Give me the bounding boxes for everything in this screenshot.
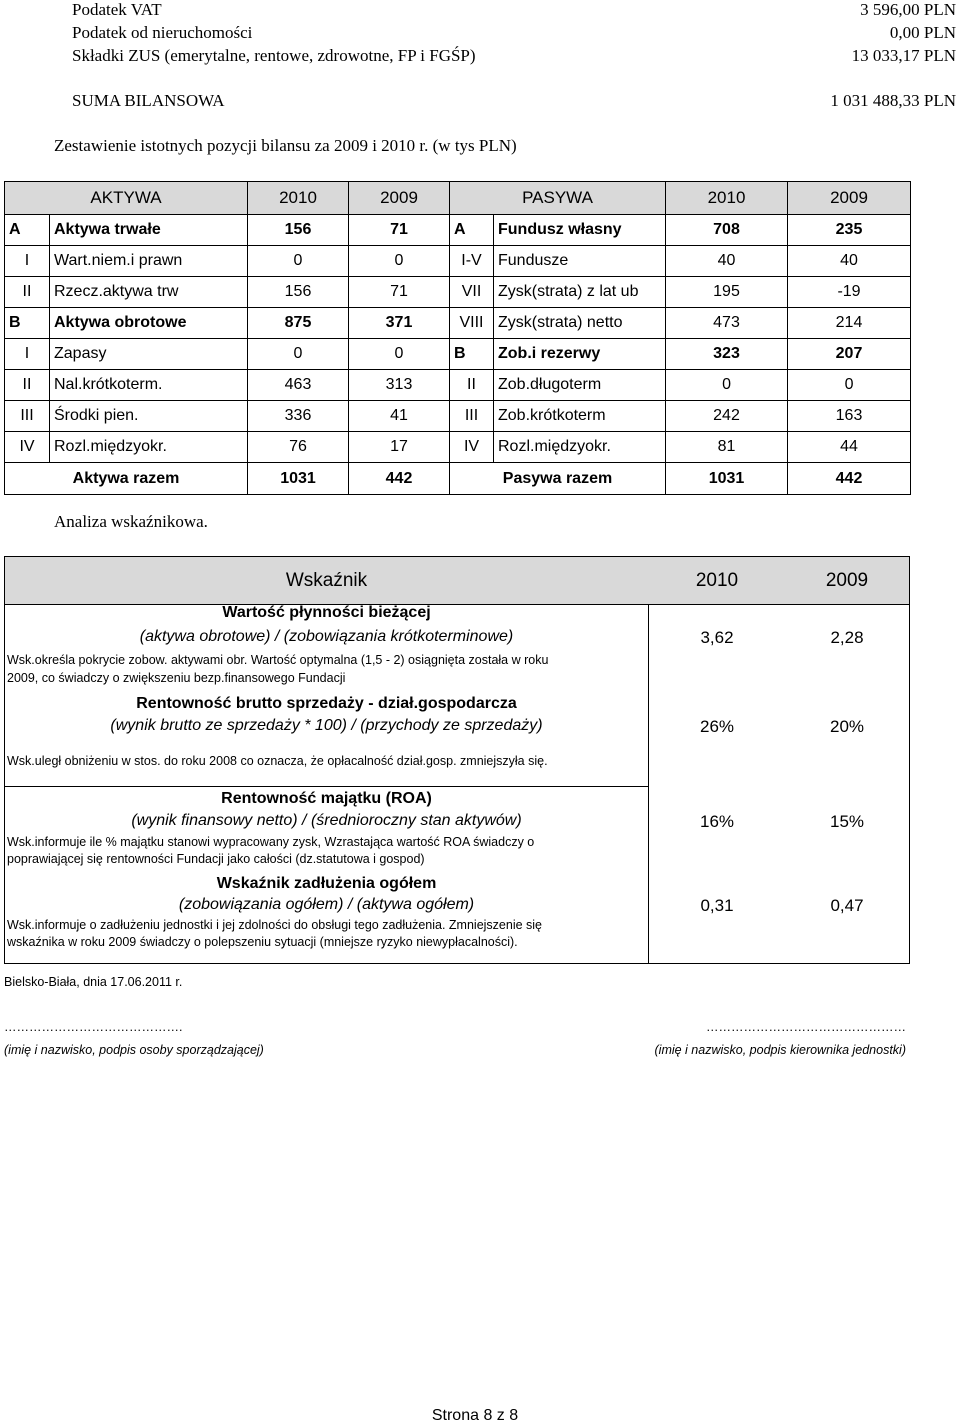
row-no: II (450, 370, 494, 401)
row-value: 473 (666, 308, 788, 339)
row-value: -19 (788, 277, 911, 308)
row-value: 313 (349, 370, 450, 401)
row-no: IV (450, 432, 494, 463)
indicator-formula: (aktywa obrotowe) / (zobowiązania krótkoterminowe) (139, 628, 514, 645)
vat-value: 3 596,00 PLN (860, 0, 956, 19)
aktywa-header: AKTYWA (5, 182, 248, 215)
row-value: 195 (666, 277, 788, 308)
row-value: 76 (248, 432, 349, 463)
table-row (5, 370, 911, 401)
totals-row (5, 463, 911, 495)
pasywa-2009-header: 2009 (788, 182, 911, 215)
row-value: 336 (248, 401, 349, 432)
row-no: A (450, 215, 494, 246)
table-row (5, 308, 911, 339)
pasywa-total-2010: 1031 (666, 463, 788, 495)
property-tax-label: Podatek od nieruchomości (72, 23, 253, 42)
zus-label: Składki ZUS (emerytalne, rentowe, zdrowotne, FP i FGŚP) (72, 46, 476, 65)
row-name: Zysk(strata) netto (494, 308, 666, 339)
indicator-title: Rentowność majątku (ROA) (221, 790, 432, 807)
signature-dots-left: ……………………………………. (4, 1020, 183, 1034)
row-name: Rozl.międzyokr. (50, 432, 248, 463)
row-value: 71 (349, 277, 450, 308)
table-row (5, 246, 911, 277)
row-value: 156 (248, 215, 349, 246)
signature-caption-left: (imię i nazwisko, podpis osoby sporządzającej) (4, 1043, 264, 1057)
place-date: Bielsko-Biała, dnia 17.06.2011 r. (4, 975, 183, 989)
row-value: 0 (349, 339, 450, 370)
row-value: 71 (349, 215, 450, 246)
row-no: II (5, 277, 50, 308)
vat-label: Podatek VAT (72, 0, 162, 19)
row-name: Aktywa obrotowe (50, 308, 248, 339)
row-value: 875 (248, 308, 349, 339)
row-no: B (5, 308, 50, 339)
pasywa-total-label: Pasywa razem (450, 463, 666, 495)
row-name: Fundusz własny (494, 215, 666, 246)
row-value: 214 (788, 308, 911, 339)
signature-caption-right: (imię i nazwisko, podpis kierownika jednostki) (654, 1043, 906, 1057)
aktywa-total-2009: 442 (349, 463, 450, 495)
indicator-formula: (wynik finansowy netto) / (średnioroczny stan aktywów) (131, 812, 522, 829)
indicator-note: wskaźnika w roku 2009 świadczy o polepszeniu sytuacji (mniejsze ryzyko niewypłacalności). (7, 935, 518, 949)
row-name: Zob.krótkoterm (494, 401, 666, 432)
row-no: II (5, 370, 50, 401)
row-value: 0 (666, 370, 788, 401)
row-name: Fundusze (494, 246, 666, 277)
indicator-note: Wsk.informuje o zadłużeniu jednostki i jej zdolności do obsługi tego zadłużenia. Zmniejszenie się (7, 918, 543, 932)
row-value: 163 (788, 401, 911, 432)
table-row (5, 339, 911, 370)
suma-bilansowa-label: SUMA BILANSOWA (72, 91, 225, 110)
row-no: I-V (450, 246, 494, 277)
row-no: VIII (450, 308, 494, 339)
row-no: I (5, 339, 50, 370)
row-value: 40 (788, 246, 911, 277)
row-value: 17 (349, 432, 450, 463)
table-row (5, 277, 911, 308)
pasywa-header: PASYWA (450, 182, 666, 215)
balance-title: Zestawienie istotnych pozycji bilansu za 2009 i 2010 r. (w tys PLN) (54, 136, 517, 155)
pasywa-2010-header: 2010 (666, 182, 788, 215)
aktywa-2010-header: 2010 (248, 182, 349, 215)
zus-value: 13 033,17 PLN (851, 46, 956, 65)
row-no: III (5, 401, 50, 432)
row-no: IV (5, 432, 50, 463)
indicator-value-2010: 26% (699, 717, 735, 736)
row-value: 463 (248, 370, 349, 401)
indicator-formula: (zobowiązania ogółem) / (aktywa ogółem) (178, 896, 475, 913)
table-row (5, 432, 911, 463)
indicator-value-2009: 15% (829, 812, 865, 831)
row-value: 0 (248, 339, 349, 370)
section-divider (5, 786, 648, 787)
aktywa-total-label: Aktywa razem (5, 463, 248, 495)
indicator-note: Wsk.uległ obniżeniu w stos. do roku 2008 co oznacza, że opłacalność dział.gosp. zmniejszyła się. (7, 754, 548, 768)
row-no: I (5, 246, 50, 277)
aktywa-2009-header: 2009 (349, 182, 450, 215)
analysis-title: Analiza wskaźnikowa. (54, 512, 208, 531)
table-row (5, 215, 911, 246)
indicator-header-2010: 2010 (695, 570, 739, 591)
row-name: Środki pien. (50, 401, 248, 432)
indicator-note: Wsk.określa pokrycie zobow. aktywami obr. Wartość optymalna (1,5 - 2) osiągnięta została w roku (7, 653, 549, 667)
table-row (5, 401, 911, 432)
row-name: Rozl.międzyokr. (494, 432, 666, 463)
row-no: III (450, 401, 494, 432)
row-value: 708 (666, 215, 788, 246)
signature-dots-right: ………………………………………… (706, 1020, 906, 1034)
row-value: 40 (666, 246, 788, 277)
pasywa-total-2009: 442 (788, 463, 911, 495)
row-value: 207 (788, 339, 911, 370)
page-number: Strona 8 z 8 (431, 1407, 519, 1424)
balance-header-row (5, 182, 911, 215)
row-name: Nal.krótkoterm. (50, 370, 248, 401)
row-no: VII (450, 277, 494, 308)
row-value: 323 (666, 339, 788, 370)
row-value: 242 (666, 401, 788, 432)
property-tax-value: 0,00 PLN (889, 23, 956, 42)
indicator-value-2009: 2,28 (830, 628, 864, 647)
row-name: Zysk(strata) z lat ub (494, 277, 666, 308)
indicator-value-2010: 16% (699, 812, 735, 831)
indicator-formula: (wynik brutto ze sprzedaży * 100) / (przychody ze sprzedaży) (110, 717, 543, 734)
indicator-note: Wsk.informuje ile % majątku stanowi wypracowany zysk, Wzrastająca wartość ROA świadczy o (7, 835, 535, 849)
balance-table (4, 181, 911, 495)
row-name: Zob.długoterm (494, 370, 666, 401)
row-no: B (450, 339, 494, 370)
row-value: 41 (349, 401, 450, 432)
indicator-header-label: Wskaźnik (285, 570, 368, 591)
indicator-value-2009: 20% (829, 717, 865, 736)
row-name: Wart.niem.i prawn (50, 246, 248, 277)
indicators-table (4, 556, 910, 964)
indicator-title: Wskaźnik zadłużenia ogółem (216, 875, 437, 892)
row-name: Zapasy (50, 339, 248, 370)
indicator-header-2009: 2009 (825, 570, 869, 591)
row-no: A (5, 215, 50, 246)
indicators-header (5, 557, 909, 605)
row-name: Aktywa trwałe (50, 215, 248, 246)
indicator-title: Wartość płynności bieżącej (222, 604, 431, 621)
row-value: 156 (248, 277, 349, 308)
row-value: 0 (248, 246, 349, 277)
indicator-value-2010: 3,62 (700, 628, 734, 647)
indicator-value-2010: 0,31 (700, 896, 734, 915)
row-value: 44 (788, 432, 911, 463)
row-value: 81 (666, 432, 788, 463)
row-value: 0 (788, 370, 911, 401)
row-value: 0 (349, 246, 450, 277)
indicator-note: 2009, co świadczy o zwiększeniu bezp.finansowego Fundacji (7, 671, 346, 685)
row-name: Rzecz.aktywa trw (50, 277, 248, 308)
indicator-value-2009: 0,47 (830, 896, 864, 915)
suma-bilansowa-value: 1 031 488,33 PLN (830, 91, 956, 110)
row-name: Zob.i rezerwy (494, 339, 666, 370)
indicator-note: poprawiającej się rentowności Fundacji jako całości (dz.statutowa i gospod) (7, 852, 425, 866)
indicator-title: Rentowność brutto sprzedaży - dział.gospodarcza (136, 695, 517, 712)
row-value: 371 (349, 308, 450, 339)
column-divider (648, 605, 649, 963)
row-value: 235 (788, 215, 911, 246)
aktywa-total-2010: 1031 (248, 463, 349, 495)
